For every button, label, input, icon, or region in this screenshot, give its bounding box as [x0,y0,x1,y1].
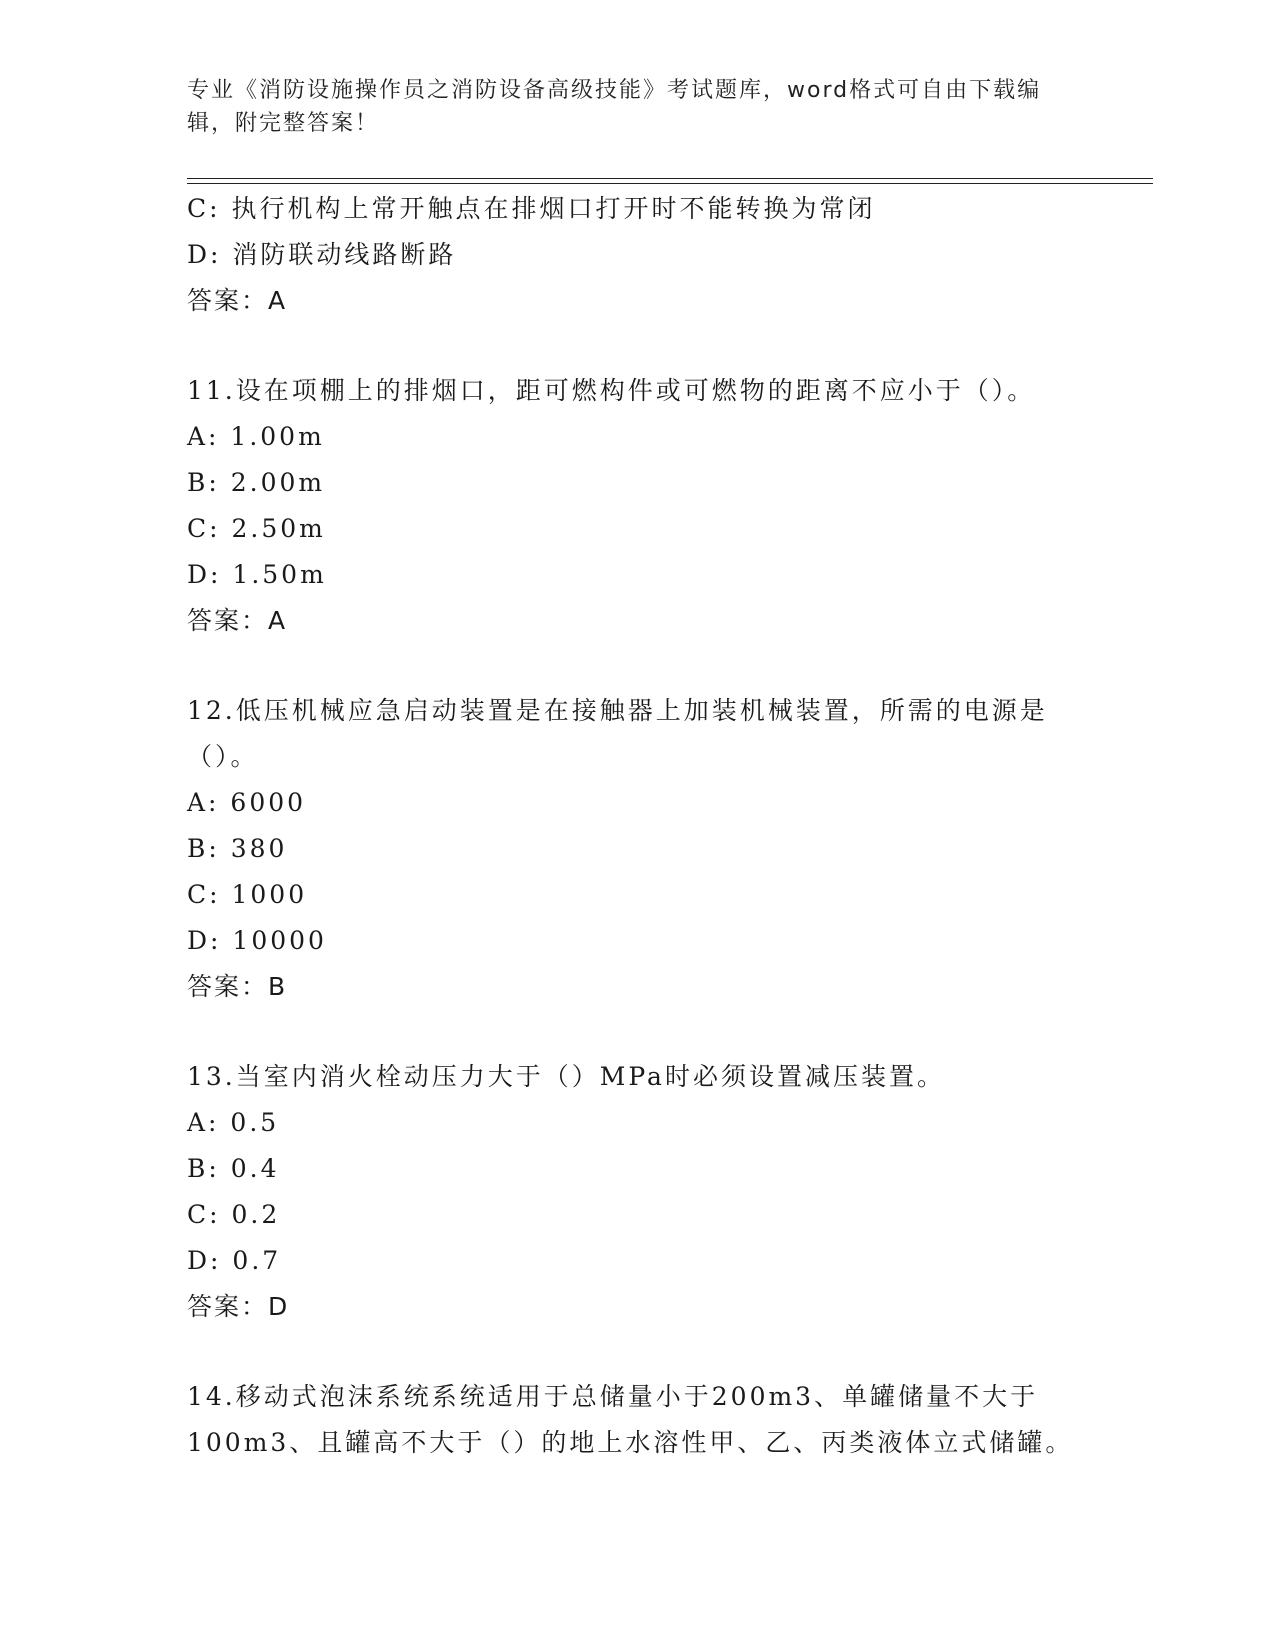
question-13 [187,1054,1117,1330]
option-b: B: 0.4 [187,1154,280,1183]
option-d: D: 0.7 [187,1246,282,1275]
option-c: C: 0.2 [187,1200,281,1229]
question-stem-continued: （）。 [187,742,259,771]
question-stem: 11.设在项棚上的排烟口，距可燃构件或可燃物的距离不应小于（）。 [187,376,1036,405]
question-list [187,186,1117,1466]
option-a: A: 6000 [187,788,307,817]
answer-line: 答案：D [187,1292,290,1321]
question-14 [187,1374,1117,1466]
option-c: C: 2.50m [187,514,326,543]
header-rule-bottom [187,183,1153,184]
question-continued [187,186,1117,324]
question-stem: 12.低压机械应急启动装置是在接触器上加装机械装置，所需的电源是 [187,696,1048,725]
question-12 [187,688,1117,1010]
answer-line: 答案：A [187,606,288,635]
option-d: D: 1.50m [187,560,327,589]
question-stem-continued: 100m3、且罐高不大于（）的地上水溶性甲、乙、丙类液体立式储罐。 [187,1428,1074,1457]
question-stem: 14.移动式泡沫系统系统适用于总储量小于200m3、单罐储量不大于 [187,1382,1039,1411]
question-stem: 13.当室内消火栓动压力大于（）MPa时必须设置减压装置。 [187,1062,945,1091]
document-header: 专业《消防设施操作员之消防设备高级技能》考试题库，word格式可自由下载编辑，附完整答案！ [187,78,1042,136]
option-a: A: 0.5 [187,1108,280,1137]
option-d: D: 10000 [187,926,327,955]
answer-line: 答案：A [187,286,288,315]
question-11 [187,368,1117,644]
option-c: C: 执行机构上常开触点在排烟口打开时不能转换为常闭 [187,194,876,223]
option-b: B: 2.00m [187,468,326,497]
option-c: C: 1000 [187,880,308,909]
option-d: D: 消防联动线路断路 [187,240,457,269]
header-rule-top [187,178,1153,179]
option-a: A: 1.00m [187,422,325,451]
answer-line: 答案：B [187,972,288,1001]
option-b: B: 380 [187,834,288,863]
